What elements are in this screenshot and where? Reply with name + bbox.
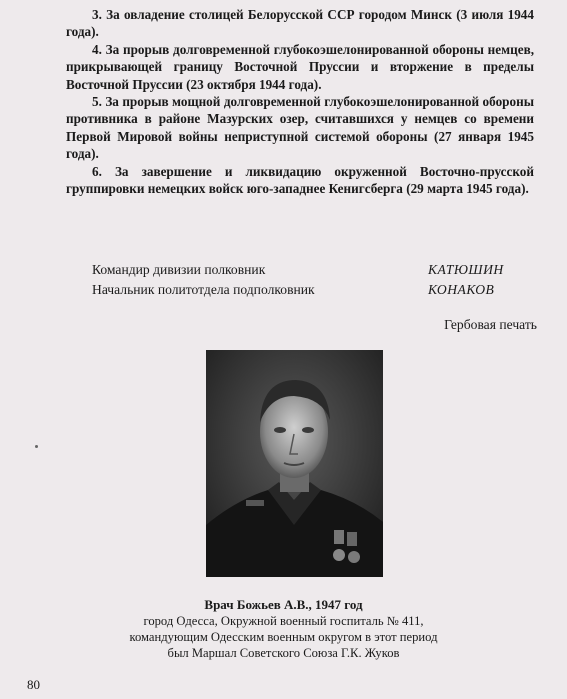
award-list	[66, 6, 534, 197]
seal-note: Гербовая печать	[444, 317, 537, 332]
signature-name: КАТЮШИН	[428, 262, 504, 277]
photo-caption	[40, 597, 527, 661]
caption-line: город Одесса, Окружной военный госпиталь № 411,	[143, 614, 424, 628]
signature-block	[92, 260, 530, 300]
award-item: 3. За овладение столицей Белорусской ССР городом Минск (3 июля 1944 года).	[66, 7, 534, 40]
caption-line: командующим Одесским военным округом в этот период	[129, 630, 438, 644]
signature-name: КОНАКОВ	[428, 282, 495, 297]
portrait-image	[206, 350, 383, 577]
award-item: 5. За прорыв мощной долговременной глубокоэшелонированной обороны противника в районе Мазурских озер, считавшихся у немцев со времени Первой Мировой войны неприступной системой обороны (27 января 1945 года).	[66, 94, 534, 162]
caption-title: Врач Божьев А.В., 1947 год	[204, 597, 363, 612]
scan-speck	[35, 445, 38, 448]
signature-row	[92, 280, 530, 300]
caption-line: был Маршал Советского Союза Г.К. Жуков	[167, 646, 400, 660]
award-item: 4. За прорыв долговременной глубокоэшелонированной обороны немцев, прикрывающей границу Восточной Пруссии и вторжение в пределы Восточной Пруссии (23 октября 1944 года).	[66, 41, 534, 92]
page-number: 80	[27, 677, 40, 692]
signature-title: Командир дивизии полковник	[92, 262, 266, 277]
signature-title: Начальник политотдела подполковник	[92, 282, 315, 297]
signature-row	[92, 260, 530, 280]
portrait-photo	[206, 350, 383, 577]
award-item: 6. За завершение и ликвидацию окруженной Восточно-прусской группировки немецких войск юго-западнее Кенигсберга (29 марта 1945 года).	[66, 163, 534, 197]
